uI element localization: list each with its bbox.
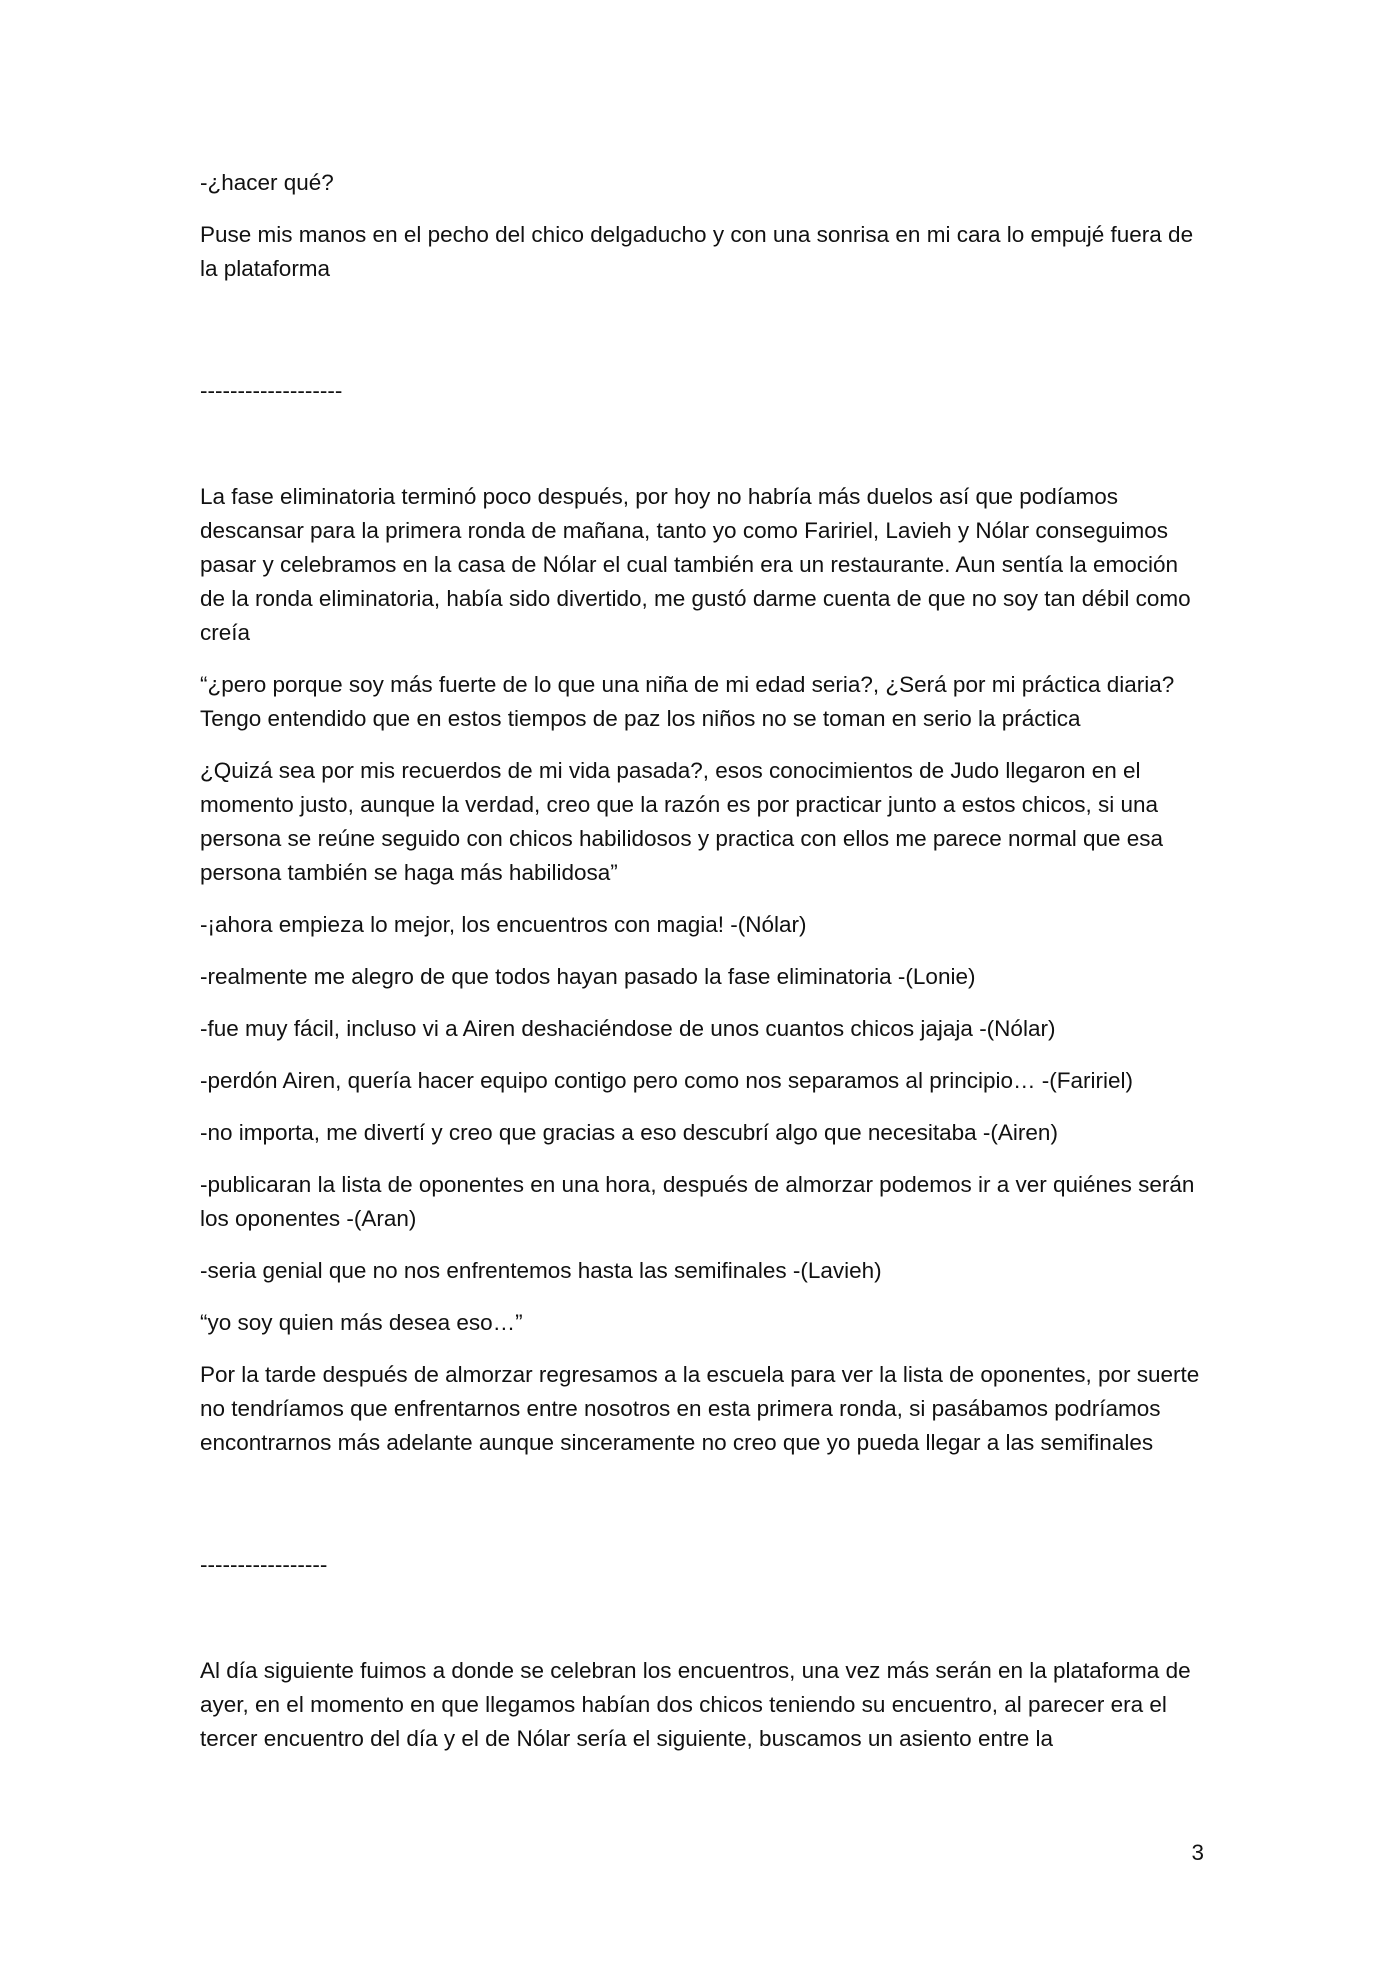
dialogue-line: -fue muy fácil, incluso vi a Airen deshaciéndose de unos cuantos chicos jajaja -(Nólar)	[200, 1016, 1056, 1041]
paragraph: La fase eliminatoria terminó poco después, por hoy no habría más duelos así que podíamos descansar para la primera ronda de mañana, tanto yo como Faririel, Lavieh y Nólar conseguimos pasar y celebramos en la casa de Nólar el cual también era un restaurante. Aun sentía la emoción de la ronda eliminatoria, había sido divertido, me gustó darme cuenta de que no soy tan débil como creía	[200, 484, 1191, 645]
dialogue-line: -¡ahora empieza lo mejor, los encuentros con magia! -(Nólar)	[200, 912, 807, 937]
paragraph: -¿hacer qué?	[200, 170, 334, 195]
paragraph: Al día siguiente fuimos a donde se celebran los encuentros, una vez más serán en la plataforma de ayer, en el momento en que llegamos habían dos chicos teniendo su encuentro, al parecer era el tercer encuentro del día y el de Nólar sería el siguiente, buscamos un asiento entre la	[200, 1658, 1191, 1751]
paragraph: Puse mis manos en el pecho del chico delgaducho y con una sonrisa en mi cara lo empujé fuera de la plataforma	[200, 222, 1194, 281]
spacer	[200, 408, 1200, 480]
document-body	[200, 166, 1200, 1774]
paragraph: ¿Quizá sea por mis recuerdos de mi vida pasada?, esos conocimientos de Judo llegaron en el momento justo, aunque la verdad, creo que la razón es por practicar junto a estos chicos, si una persona se reúne seguido con chicos habilidosos y practica con ellos me parece normal que esa persona también se haga más habilidosa”	[200, 758, 1164, 885]
spacer	[200, 304, 1200, 374]
dialogue-line: -publicaran la lista de oponentes en una hora, después de almorzar podemos ir a ver quiénes serán los oponentes -(Aran)	[200, 1172, 1195, 1231]
dialogue-line: -realmente me alegro de que todos hayan pasado la fase eliminatoria -(Lonie)	[200, 964, 976, 989]
section-separator: -------------------	[200, 378, 343, 403]
thought-line: “yo soy quien más desea eso…”	[200, 1310, 523, 1335]
dialogue-line: -seria genial que no nos enfrentemos hasta las semifinales -(Lavieh)	[200, 1258, 882, 1283]
spacer	[200, 1478, 1200, 1548]
paragraph: Por la tarde después de almorzar regresamos a la escuela para ver la lista de oponentes, por suerte no tendríamos que enfrentarnos entre nosotros en esta primera ronda, si pasábamos podríamos encontrarnos más adelante aunque sinceramente no creo que yo pueda llegar a las semifinales	[200, 1362, 1200, 1455]
spacer	[200, 1582, 1200, 1654]
page-number: 3	[1191, 1840, 1204, 1865]
section-separator: -----------------	[200, 1552, 328, 1577]
dialogue-line: -perdón Airen, quería hacer equipo contigo pero como nos separamos al principio… -(Faririel)	[200, 1068, 1133, 1093]
dialogue-line: -no importa, me divertí y creo que gracias a eso descubrí algo que necesitaba -(Airen)	[200, 1120, 1058, 1145]
paragraph: “¿pero porque soy más fuerte de lo que una niña de mi edad seria?, ¿Será por mi práctica diaria? Tengo entendido que en estos tiempos de paz los niños no se toman en serio la práctica	[200, 672, 1175, 731]
